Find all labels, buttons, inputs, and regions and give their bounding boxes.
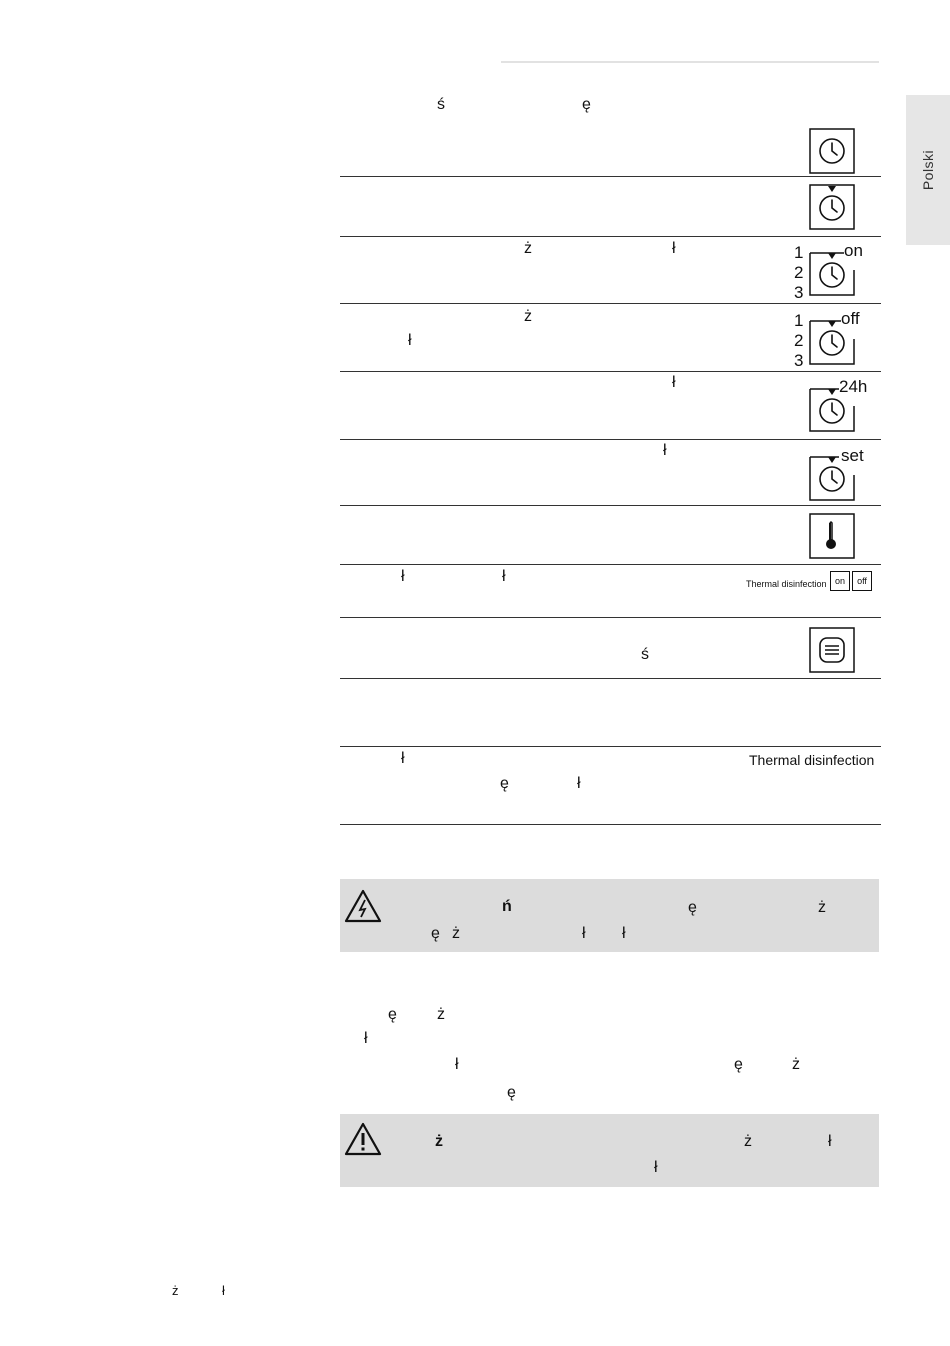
text-glyph: ę	[582, 96, 591, 113]
text-glyph: ł	[672, 240, 676, 257]
timer-icon	[809, 184, 855, 230]
text-glyph: ł	[401, 750, 405, 767]
text-glyph: ę	[507, 1084, 516, 1101]
row-divider	[340, 824, 881, 825]
text-glyph: ż	[792, 1056, 800, 1073]
text-glyph: ń	[502, 898, 512, 915]
text-glyph: ż	[452, 925, 460, 942]
text-glyph: ę	[500, 775, 509, 792]
row-divider	[340, 439, 881, 440]
row-divider	[340, 371, 881, 372]
row-divider	[340, 678, 881, 679]
text-glyph: ę	[431, 925, 440, 942]
text-glyph: ł	[622, 925, 626, 942]
text-glyph: ż	[524, 240, 532, 257]
text-glyph: ę	[734, 1056, 743, 1073]
electric-hazard-note	[340, 879, 879, 952]
set-label: set	[841, 446, 864, 465]
text-glyph: ł	[828, 1133, 832, 1150]
text-glyph: ł	[455, 1056, 459, 1073]
menu-icon	[809, 627, 855, 673]
electric-hazard-icon	[344, 889, 382, 923]
row-divider	[340, 505, 881, 506]
program-number: 1	[794, 311, 804, 330]
thermal-on-button[interactable]: on	[830, 571, 850, 591]
row-divider	[340, 746, 881, 747]
text-glyph: ś	[437, 96, 445, 113]
warning-icon	[344, 1122, 382, 1156]
text-glyph: ł	[408, 332, 412, 349]
text-glyph: ł	[582, 925, 586, 942]
thermometer-icon	[809, 513, 855, 559]
text-glyph: ł	[364, 1030, 368, 1047]
text-glyph: ż	[524, 308, 532, 325]
text-glyph: ł	[654, 1159, 658, 1176]
thermal-disinfection-heading: Thermal disinfection	[749, 752, 875, 768]
program-number: 2	[794, 331, 804, 350]
clock-icon	[809, 128, 855, 174]
24h-label: 24h	[839, 377, 868, 396]
text-glyph: ż	[818, 899, 826, 916]
program-number: 3	[794, 351, 804, 370]
row-divider	[340, 617, 881, 618]
text-glyph: ż	[435, 1133, 443, 1150]
text-glyph: ę	[388, 1006, 397, 1023]
row-divider	[340, 236, 881, 237]
text-glyph: ł	[401, 568, 405, 585]
row-divider	[340, 564, 881, 565]
text-glyph: ż	[744, 1133, 752, 1150]
thermal-disinfection-label: Thermal disinfection	[746, 579, 827, 589]
caution-note	[340, 1114, 879, 1187]
text-glyph: ł	[577, 775, 581, 792]
text-glyph: ż	[437, 1006, 445, 1023]
row-divider	[340, 303, 881, 304]
program-number: 2	[794, 263, 804, 282]
program-number: 3	[794, 283, 804, 302]
text-glyph: ś	[641, 646, 649, 663]
footer-glyph: ł	[222, 1283, 225, 1298]
text-glyph: ł	[672, 374, 676, 391]
language-tab[interactable]	[906, 95, 950, 245]
footer-glyph: ż	[172, 1283, 179, 1298]
text-glyph: ł	[663, 442, 667, 459]
off-label: off	[841, 309, 860, 328]
language-tab-label: Polski	[920, 149, 936, 191]
program-number: 1	[794, 243, 804, 262]
row-divider	[340, 176, 881, 177]
on-label: on	[844, 241, 863, 260]
header-rule	[501, 61, 879, 63]
text-glyph: ł	[502, 568, 506, 585]
thermal-off-button[interactable]: off	[852, 571, 872, 591]
text-glyph: ę	[688, 899, 697, 916]
